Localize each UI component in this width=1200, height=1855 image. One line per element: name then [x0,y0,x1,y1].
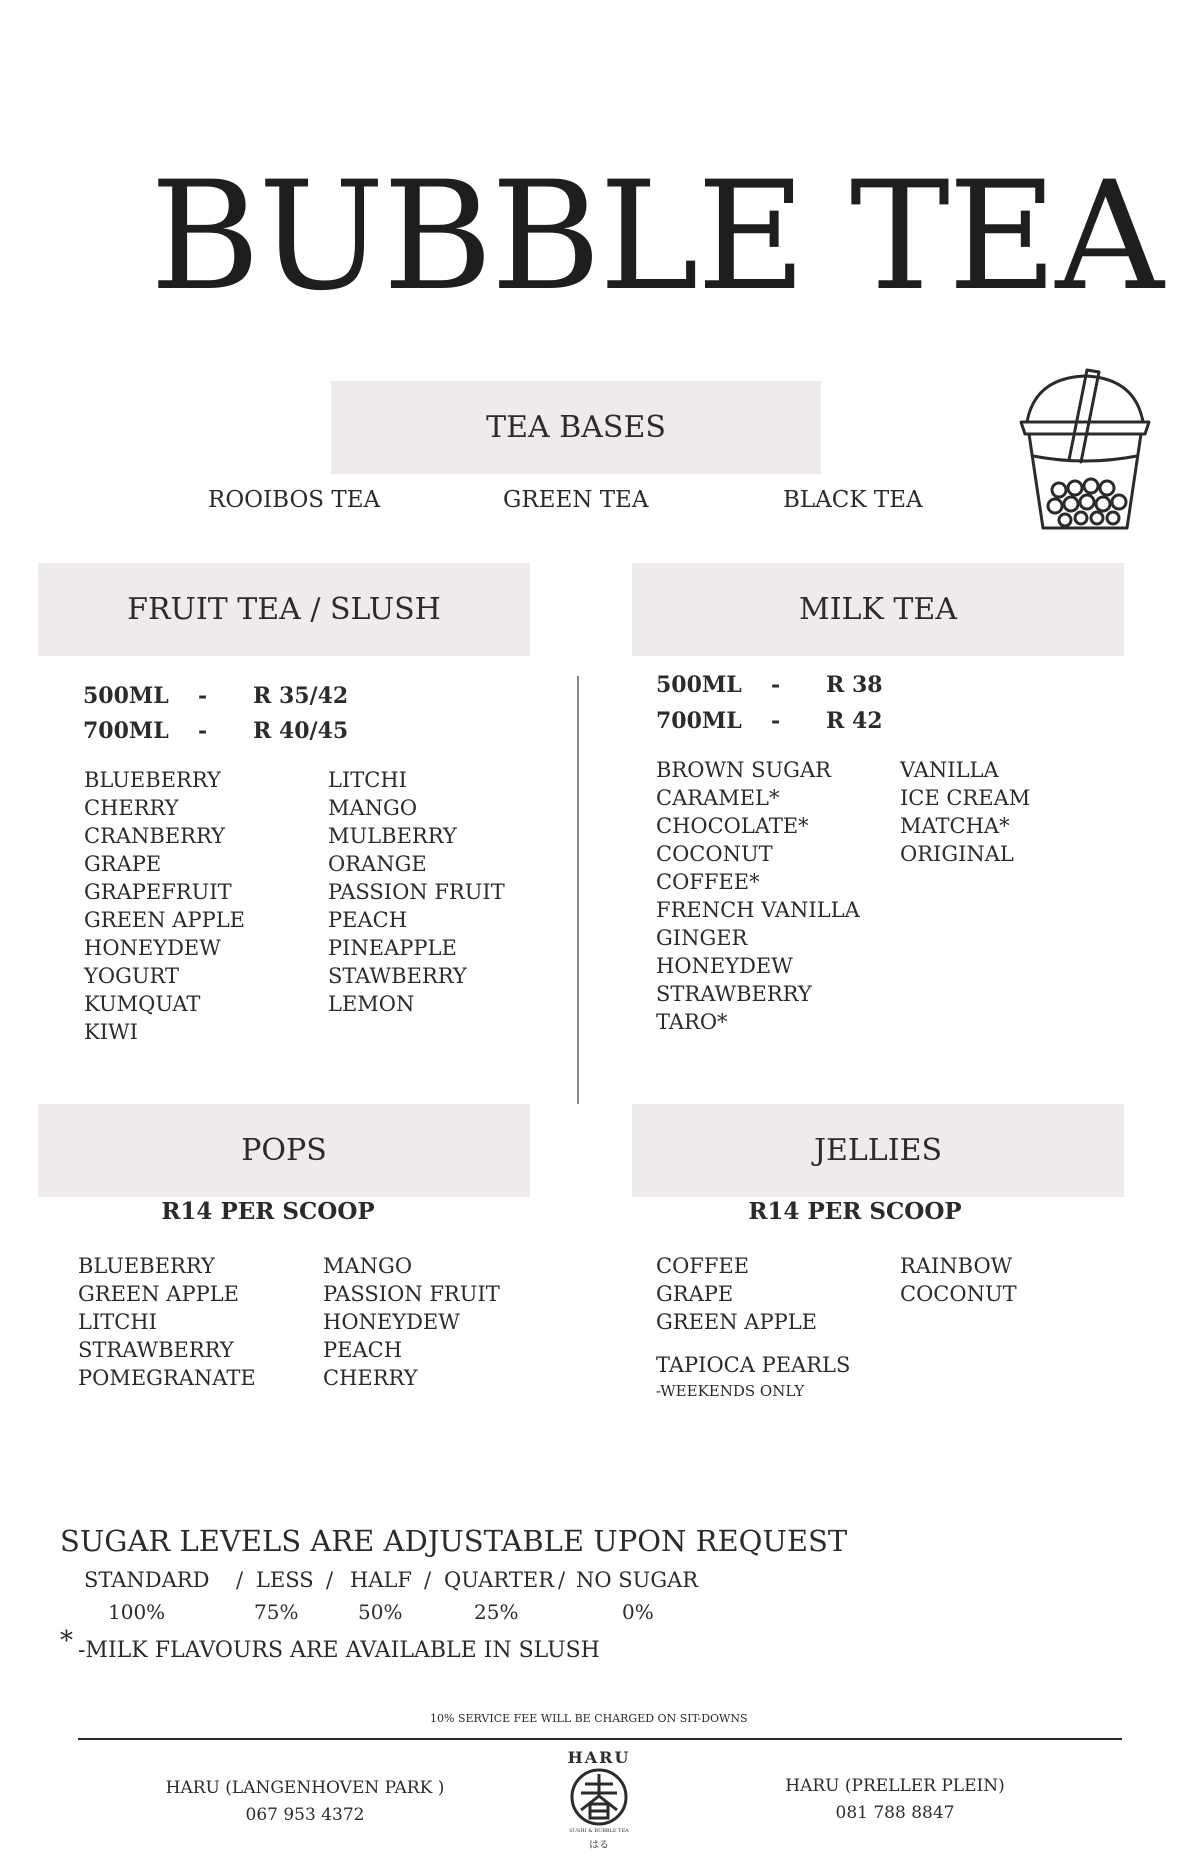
location-left-name: HARU (LANGENHOVEN PARK ) [165,1778,445,1798]
jellies-heading [632,1104,1124,1197]
price-dash: - [198,683,208,709]
list-item: ORANGE [328,852,427,876]
size-label: 700ML [83,718,169,744]
list-item: BROWN SUGAR [656,758,831,782]
footer-rule [78,1738,1122,1740]
haru-emblem-icon [569,1766,629,1828]
size-label: 500ML [83,683,169,709]
sugar-level-label: STANDARD [84,1568,210,1592]
list-item: CHOCOLATE* [656,814,809,838]
price-row [83,683,383,713]
tea-bases-heading [331,381,821,474]
list-item: HONEYDEW [323,1310,460,1334]
list-item: GREEN APPLE [84,908,245,932]
bubble-tea-cup-icon [1015,360,1155,535]
location-left-phone: 067 953 4372 [245,1805,365,1825]
sugar-level-percent: 0% [622,1600,654,1624]
list-item: MANGO [328,796,418,820]
pops-list-left [78,1252,256,1392]
logo-subtitle: SUSHI & BUBBLE TEA [569,1828,629,1834]
list-item: ORIGINAL [900,842,1014,866]
fruit-tea-heading-label: FRUIT TEA / SLUSH [127,592,441,627]
list-item: LITCHI [78,1310,157,1334]
list-item: GRAPEFRUIT [84,880,232,904]
column-divider [577,676,579,1104]
list-item: STRAWBERRY [656,982,812,1006]
list-item: POMEGRANATE [78,1366,256,1390]
sugar-level-percent: 100% [108,1600,166,1624]
list-item: ICE CREAM [900,786,1031,810]
price-row [656,672,956,702]
page-title: BUBBLE TEA [150,150,1162,324]
price-row [656,708,956,738]
jellies-list-left [656,1252,817,1336]
list-item: VANILLA [900,758,999,782]
fruit-tea-list-right [328,766,505,1018]
sugar-level-label: QUARTER [444,1568,555,1592]
sugar-separator: / [424,1568,432,1592]
list-item: MULBERRY [328,824,457,848]
list-item: PINEAPPLE [328,936,457,960]
jellies-price: R14 PER SCOOP [748,1198,962,1225]
price-value: R 38 [826,672,883,698]
tea-bases-heading-label: TEA BASES [486,410,666,445]
list-item: YOGURT [84,964,180,988]
milk-tea-list-right [900,756,1030,868]
list-item: PEACH [323,1338,403,1362]
milk-slush-note: -MILK FLAVOURS ARE AVAILABLE IN SLUSH [78,1638,600,1663]
list-item: TARO* [656,1010,728,1034]
fruit-tea-heading [38,563,530,656]
list-item: COFFEE [656,1254,750,1278]
list-item: GRAPE [656,1282,734,1306]
list-item: GRAPE [84,852,162,876]
list-item: MATCHA* [900,814,1010,838]
list-item: PEACH [328,908,408,932]
milk-tea-list-left [656,756,860,1036]
list-item: GREEN APPLE [78,1282,239,1306]
list-item: FRENCH VANILLA [656,898,860,922]
list-item: CHERRY [323,1366,418,1390]
sugar-level-percent: 75% [254,1600,299,1624]
list-item: HONEYDEW [656,954,793,978]
list-item: KUMQUAT [84,992,201,1016]
tapioca-pearls-note: -WEEKENDS ONLY [656,1382,805,1400]
sugar-separator: / [236,1568,244,1592]
star-symbol: * [60,1626,73,1656]
list-item: LEMON [328,992,415,1016]
sugar-separator: / [558,1568,566,1592]
tapioca-pearls-item: TAPIOCA PEARLS [656,1353,851,1377]
price-dash: - [198,718,208,744]
sugar-separator: / [326,1568,334,1592]
list-item: COCONUT [656,842,773,866]
location-right-name: HARU (PRELLER PLEIN) [785,1776,1005,1796]
list-item: GINGER [656,926,748,950]
tea-base-item: BLACK TEA [783,487,923,513]
sugar-levels-heading: SUGAR LEVELS ARE ADJUSTABLE UPON REQUEST [60,1524,848,1558]
list-item: MANGO [323,1254,413,1278]
price-dash: - [771,672,781,698]
jellies-list-right [900,1252,1017,1308]
list-item: BLUEBERRY [84,768,221,792]
sugar-level-label: HALF [350,1568,412,1592]
size-label: 700ML [656,708,742,734]
pops-price: R14 PER SCOOP [161,1198,375,1225]
list-item: CRANBERRY [84,824,226,848]
price-dash: - [771,708,781,734]
list-item: KIWI [84,1020,138,1044]
pops-heading-label: POPS [241,1133,327,1168]
list-item: HONEYDEW [84,936,221,960]
service-fee-note: 10% SERVICE FEE WILL BE CHARGED ON SIT-DOWNS [430,1712,748,1725]
list-item: BLUEBERRY [78,1254,215,1278]
logo-text: HARU [567,1748,631,1767]
milk-tea-heading [632,563,1124,656]
list-item: CHERRY [84,796,179,820]
list-item: STAWBERRY [328,964,467,988]
fruit-tea-list-left [84,766,245,1046]
list-item: PASSION FRUIT [328,880,505,904]
size-label: 500ML [656,672,742,698]
pops-heading [38,1104,530,1197]
list-item: LITCHI [328,768,407,792]
tea-base-item: ROOIBOS TEA [208,487,381,513]
price-value: R 40/45 [253,718,349,744]
sugar-level-label: NO SUGAR [576,1568,699,1592]
jellies-heading-label: JELLIES [813,1133,943,1168]
sugar-level-label: LESS [256,1568,314,1592]
list-item: GREEN APPLE [656,1310,817,1334]
location-right-phone: 081 788 8847 [835,1803,955,1823]
logo-kana: はる [589,1840,609,1851]
pops-list-right [323,1252,500,1392]
haru-logo [554,1748,644,1852]
sugar-level-percent: 25% [474,1600,519,1624]
list-item: STRAWBERRY [78,1338,234,1362]
tea-base-item: GREEN TEA [503,487,649,513]
list-item: RAINBOW [900,1254,1013,1278]
list-item: COFFEE* [656,870,760,894]
list-item: CARAMEL* [656,786,780,810]
sugar-level-percent: 50% [358,1600,403,1624]
list-item: PASSION FRUIT [323,1282,500,1306]
price-row [83,718,383,748]
price-value: R 42 [826,708,883,734]
price-value: R 35/42 [253,683,349,709]
milk-tea-heading-label: MILK TEA [798,592,957,627]
list-item: COCONUT [900,1282,1017,1306]
